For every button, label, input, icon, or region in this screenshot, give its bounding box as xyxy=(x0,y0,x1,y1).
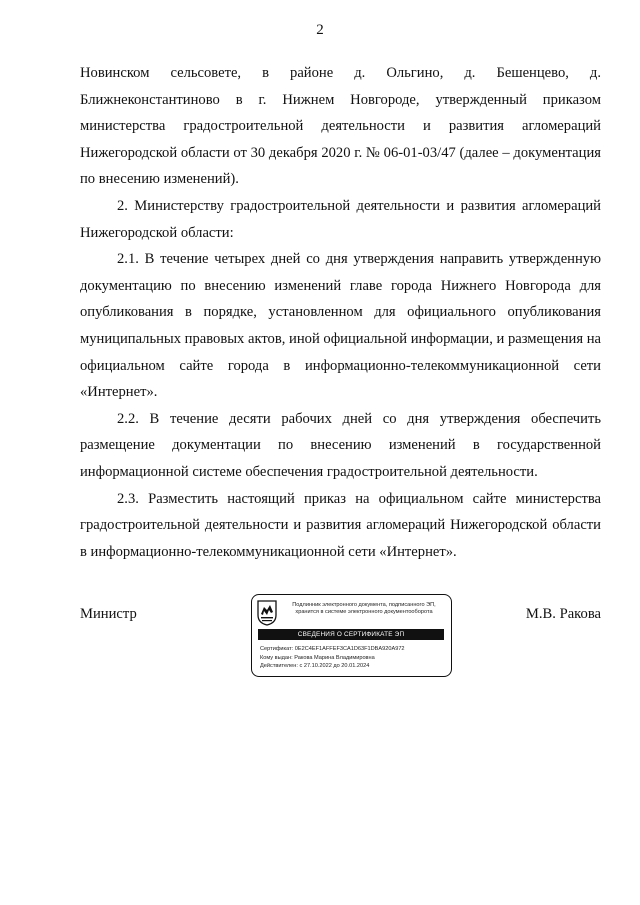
paragraph-item-2: 2. Министерству градостроительной деятельности и развития агломераций Нижегородской области: xyxy=(80,197,601,241)
stamp-certificate-number: Сертификат: 0E2C4EF1AFFEF3CA1D63F1DBA920A972 xyxy=(260,646,405,652)
signer-name: М.В. Ракова xyxy=(525,606,601,622)
document-body xyxy=(80,60,601,565)
stamp-issued-to: Кому выдан: Ракова Марина Владимировна xyxy=(260,654,375,661)
electronic-signature-stamp xyxy=(251,594,452,677)
paragraph-item-2-2: 2.2. В течение десяти рабочих дней со дня утверждения обеспечить размещение документации по внесению изменений в государственной информационной системе обеспечения градостроительной деятельности. xyxy=(80,410,601,480)
paragraph-item-2-3: 2.3. Разместить настоящий приказ на официальном сайте министерства градостроительной деятельности и развития агломераций Нижегородской области в информационно-телекоммуникационной сети «Интернет». xyxy=(80,490,601,560)
coat-of-arms-icon xyxy=(257,600,277,626)
page-number: 2 xyxy=(316,22,324,38)
paragraph-item-2-1: 2.1. В течение четырех дней со дня утверждения направить утвержденную документацию по внесению изменений главе города Нижнего Новгорода для опубликования в порядке, установленном для официального опубликования муниципальных правовых актов, иной официальной информации, и размещения на официальном сайте города в информационно-телекоммуникационной сети «Интернет». xyxy=(80,251,601,401)
paragraph-continuation: Новинском сельсовете, в районе д. Ольгино, д. Бешенцево, д. Ближнеконстантиново в г. Нижнем Новгороде, утвержденный приказом министерства градостроительной деятельности и развития агломераций Нижегородской области от 30 декабря 2020 г. № 06-01-03/47 (далее – документация по внесению изменений). xyxy=(80,65,601,188)
stamp-header-text: Подлинник электронного документа, подписанного ЭП, хранится в системе электронного документооборота xyxy=(292,602,436,615)
signer-title: Министр xyxy=(80,606,137,622)
stamp-certificate-details xyxy=(260,645,448,671)
stamp-validity: Действителен: с 27.10.2022 до 20.01.2024 xyxy=(260,663,370,669)
stamp-certificate-bar: СВЕДЕНИЯ О СЕРТИФИКАТЕ ЭП xyxy=(258,629,444,640)
